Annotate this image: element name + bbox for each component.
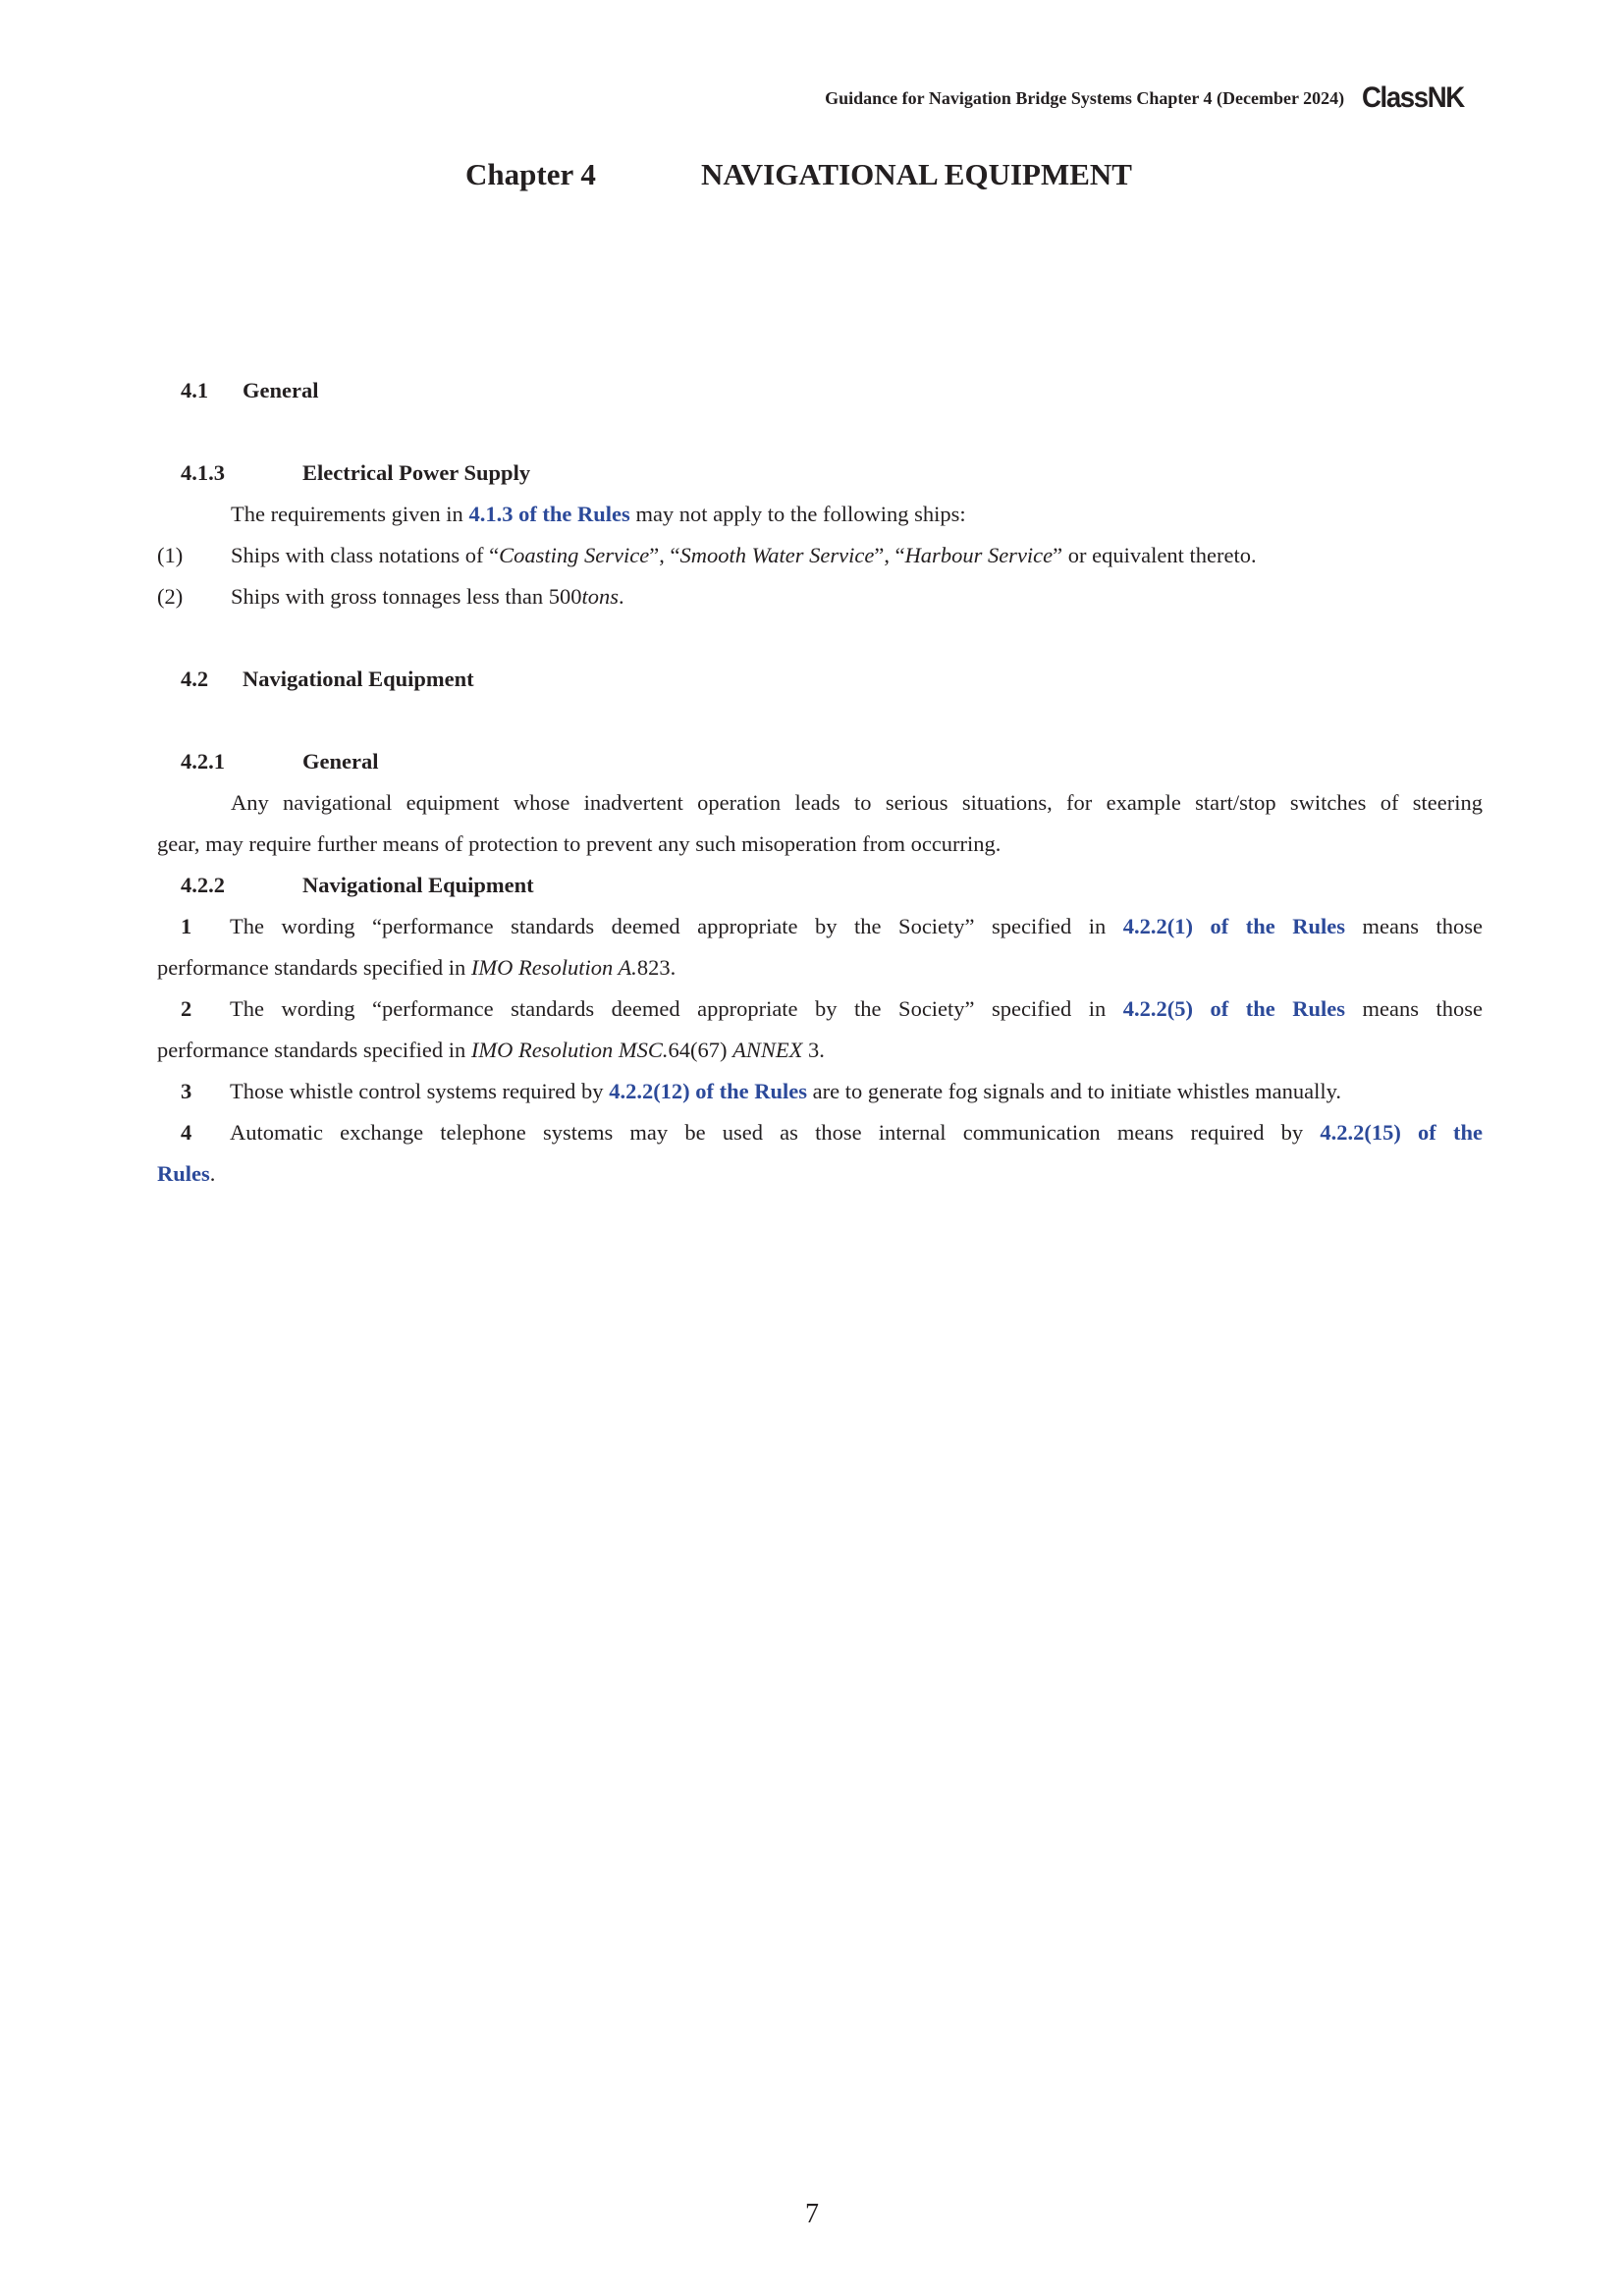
running-title: Guidance for Navigation Bridge Systems Chapter 4 (December 2024) [825,87,1345,108]
paragraph-4-2-2-3: 3 Those whistle control systems required by 4.2.2(12) of the Rules are to generate fog signals and to initiate whistles manually. [181,1079,1342,1103]
section-heading-4-1-3: 4.1.3 Electrical Power Supply [181,460,531,485]
paragraph-4-2-2-2-line2: performance standards specified in IMO Resolution MSC.64(67) ANNEX 3. [157,1038,825,1062]
paragraph-4-2-1-line2: gear, may require further means of protection to prevent any such misoperation from occurring. [157,831,1001,856]
paragraph-4-2-2-1-line1: 1 The wording “performance standards deemed appropriate by the Society” specified in 4.2.2(1) of the Rules means those [181,914,1483,938]
paragraph-4-2-1-line1: Any navigational equipment whose inadvertent operation leads to serious situations, for example start/stop switches of steering [231,790,1483,815]
chapter-number: Chapter 4 [465,157,596,191]
chapter-name: NAVIGATIONAL EQUIPMENT [701,157,1132,191]
rule-link-4-2-2-1[interactable]: 4.2.2(1) of the Rules [1122,914,1346,938]
section-heading-4-1: 4.1 General [181,378,319,402]
paragraph-4-2-2-4-line1: 4 Automatic exchange telephone systems may be used as those internal communication means required by 4.2.2(15) of the [181,1120,1483,1145]
list-item-2: (2) Ships with gross tonnages less than 500tons. [157,584,624,609]
paragraph-4-1-3-intro: The requirements given in 4.1.3 of the Rules may not apply to the following ships: [231,502,966,526]
rule-link-4-2-2-12[interactable]: 4.2.2(12) of the Rules [609,1079,808,1103]
section-heading-4-2-2: 4.2.2 Navigational Equipment [181,873,534,897]
paragraph-4-2-2-4-line2: Rules. [157,1161,216,1186]
list-item-1: (1) Ships with class notations of “Coasting Service”, “Smooth Water Service”, “Harbour Service” or equivalent thereto. [157,543,1257,567]
rule-link-4-2-2-15-cont[interactable]: Rules [157,1161,210,1186]
section-heading-4-2: 4.2 Navigational Equipment [181,667,474,691]
rule-link-4-2-2-15[interactable]: 4.2.2(15) of the [1320,1120,1483,1145]
paragraph-4-2-2-2-line1: 2 The wording “performance standards deemed appropriate by the Society” specified in 4.2.2(5) of the Rules means those [181,996,1483,1021]
page-number: 7 [805,2199,819,2229]
document-body [157,329,1483,1195]
rule-link-4-1-3[interactable]: 4.1.3 of the Rules [468,502,630,526]
running-header [687,79,1473,118]
chapter-title [465,157,1349,192]
paragraph-4-2-2-1-line2: performance standards specified in IMO Resolution A.823. [157,955,677,980]
classnk-logo: ClassNK [1362,81,1464,114]
rule-link-4-2-2-5[interactable]: 4.2.2(5) of the Rules [1122,996,1346,1021]
section-heading-4-2-1: 4.2.1 General [181,749,379,774]
